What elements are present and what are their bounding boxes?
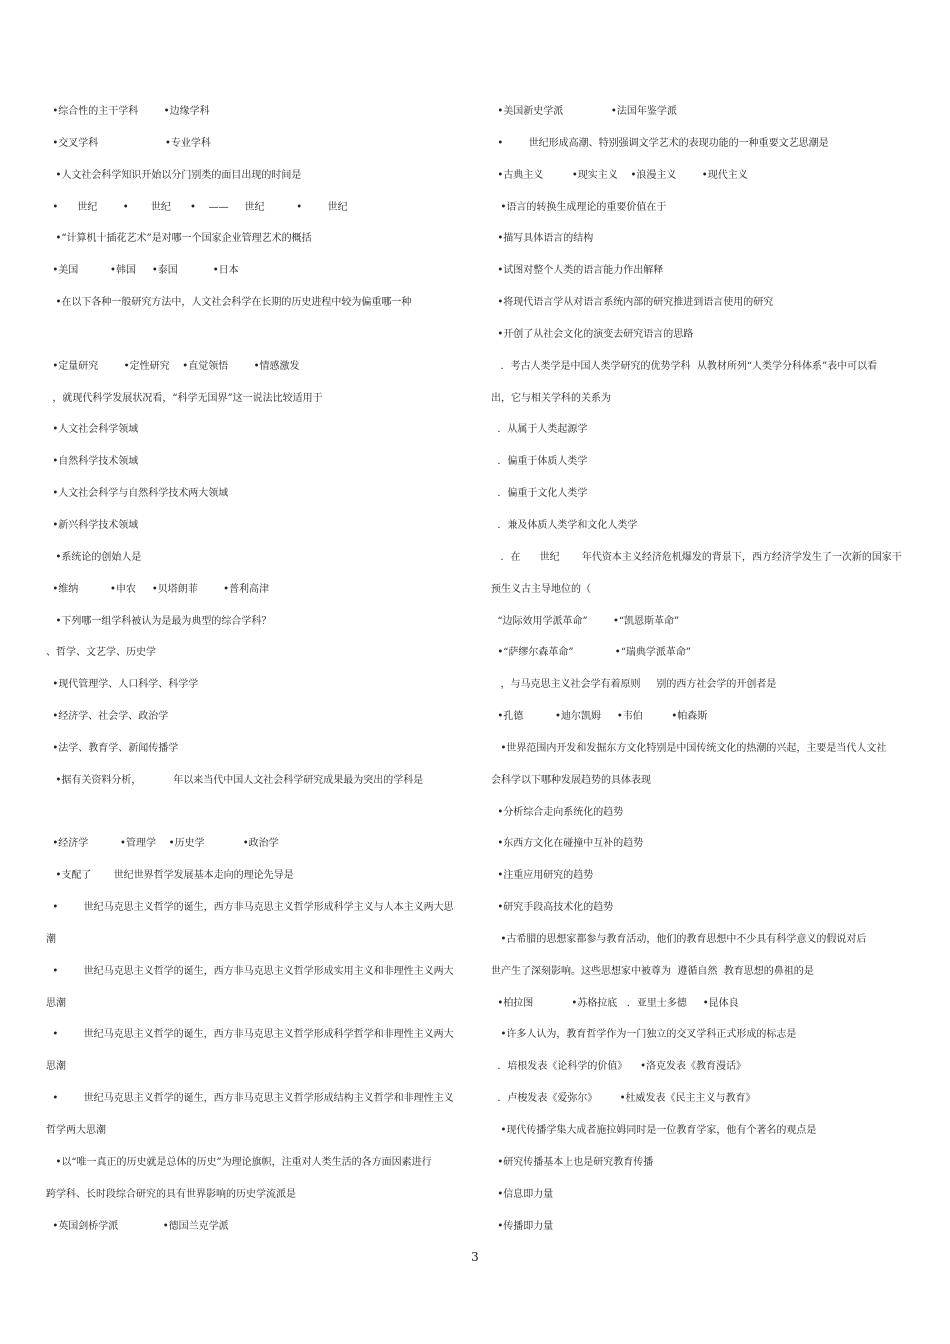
text-line: ．在 世纪 年代资本主义经济危机爆发的背景下，西方经济学发生了一次新的国家干	[491, 551, 902, 563]
text-line: 哲学两大思潮	[46, 1125, 106, 1136]
text-line: ．考古人类学是中国人类学研究的优势学科 从教材所列“人类学分科体系”表中可以看	[491, 360, 878, 372]
text-line: 、哲学、文艺学、历史学	[46, 647, 156, 659]
text-line: •传播即力量	[491, 1220, 554, 1232]
text-line: •美国新史学派 •法国年鉴学派	[491, 106, 677, 117]
text-line: •在以下各种一般研究方法中，人文社会科学在长期的历史进程中较为偏重哪一种	[46, 297, 412, 309]
text-line: • 世纪形成高潮、特别强调文学艺术的表现功能的一种重要文艺思潮是	[491, 137, 829, 149]
text-line: •古典主义 •现实主义 •浪漫主义 •现代主义	[491, 169, 748, 181]
page-number: 3	[471, 1250, 479, 1264]
text-line: •经济学 •管理学 •历史学 •政治学	[46, 838, 279, 850]
text-line: •经济学、社会学、政治学	[46, 711, 169, 723]
text-line: • 世纪马克思主义哲学的诞生，西方非马克思主义哲学形成结构主义哲学和非理性主义	[46, 1093, 454, 1105]
text-line: “边际效用学派革命” •“凯恩斯革命”	[491, 615, 680, 627]
text-line: • 世纪马克思主义哲学的诞生，西方非马克思主义哲学形成科学主义与人本主义两大思	[46, 902, 454, 914]
text-line: •支配了 世纪世界哲学发展基本走向的理论先导是	[46, 870, 294, 882]
text-line: •人文社会科学与自然科学技术两大领域	[46, 488, 229, 500]
text-line: •孔德 •迪尔凯姆 •韦伯 •帕森斯	[491, 711, 708, 723]
text-line: ．偏重于体质人类学	[491, 456, 588, 468]
text-line	[46, 319, 466, 351]
text-line: •人文社会科学领域	[46, 424, 139, 436]
text-line: •维纳 •申农 •贝塔朗菲 •普利高津	[46, 583, 270, 595]
text-line: ，与马克思主义社会学有着原则 别的西方社会学的开创者是	[491, 679, 777, 691]
text-line: •研究手段高技术化的趋势	[491, 902, 614, 914]
text-line: ．卢梭发表《爱弥尔》 •杜威发表《民主主义与教育》	[491, 1093, 756, 1105]
text-line: 会科学以下哪种发展趋势的具体表现	[491, 774, 651, 786]
text-line: • 世纪 • 世纪 • —— 世纪 • 世纪	[46, 201, 348, 213]
left-column	[46, 96, 466, 1242]
text-line: •法学、教育学、新闻传播学	[46, 742, 179, 754]
text-line: •古希腊的思想家都参与教育活动，他们的教育思想中不少具有科学意义的假说对后	[491, 933, 867, 945]
text-line: • 世纪马克思主义哲学的诞生，西方非马克思主义哲学形成科学哲学和非理性主义两大	[46, 1029, 454, 1041]
text-line: ．培根发表《论科学的价值》 •洛克发表《教育漫话》	[491, 1061, 746, 1073]
text-line: •下列哪一组学科被认为是最为典型的综合学科？	[46, 615, 272, 627]
text-line: 预生义古主导地位的（	[491, 583, 591, 595]
text-line: •定量研究 •定性研究 •直觉领悟 •情感激发	[46, 360, 300, 372]
text-line: 潮	[46, 933, 56, 945]
text-line: •人文社会科学知识开始以分门别类的面目出现的时间是	[46, 169, 302, 181]
text-line: •世界范围内开发和发掘东方文化特别是中国传统文化的热潮的兴起，主要是当代人文社	[491, 742, 887, 754]
text-line: ．从属于人类起源学	[491, 424, 588, 436]
text-line: •分析综合走向系统化的趋势	[491, 806, 624, 818]
text-line: •研究传播基本上也是研究教育传播	[491, 1156, 654, 1168]
text-line: •以“唯一真正的历史就是总体的历史”为理论旗帜，注重对人类生活的各方面因素进行	[46, 1156, 432, 1168]
text-line: ，就现代科学发展状况看，“科学无国界”这一说法比较适用于	[46, 392, 323, 404]
text-line: •语言的转换生成理论的重要价值在于	[491, 201, 667, 213]
text-line: •新兴科学技术领域	[46, 519, 139, 531]
text-line: 思潮	[46, 997, 66, 1009]
text-line: •美国 •韩国 •泰国 •日本	[46, 265, 239, 277]
text-line: •交叉学科 •专业学科	[46, 137, 211, 149]
text-line: ．兼及体质人类学和文化人类学	[491, 519, 638, 531]
text-line: •柏拉图 •苏格拉底 ．亚里士多德 •昆体良	[491, 997, 739, 1009]
text-line: •现代管理学、人口科学、科学学	[46, 679, 199, 691]
text-line: 出，它与相关学科的关系为	[491, 392, 611, 404]
text-line: •“计算机十插花艺术”是对哪一个国家企业管理艺术的概括	[46, 233, 312, 245]
text-line: •许多人认为，教育哲学作为一门独立的交叉学科正式形成的标志是	[491, 1029, 797, 1041]
text-line: •开创了从社会文化的演变去研究语言的思路	[491, 328, 694, 340]
text-line: •现代传播学集大成者施拉姆同时是一位教育学家，他有个著名的观点是	[491, 1125, 817, 1136]
text-line: •试图对整个人类的语言能力作出解释	[491, 265, 664, 277]
text-line: •据有关资料分析， 年以来当代中国人文社会科学研究成果最为突出的学科是	[46, 774, 424, 786]
text-line: •综合性的主干学科 •边缘学科	[46, 106, 210, 117]
text-line: 思潮	[46, 1061, 66, 1073]
text-line: • 世纪马克思主义哲学的诞生，西方非马克思主义哲学形成实用主义和非理性主义两大	[46, 965, 454, 977]
text-line: •将现代语言学从对语言系统内部的研究推进到语言使用的研究	[491, 297, 774, 309]
text-line	[46, 797, 466, 829]
text-line: 世产生了深刻影响。这些思想家中被尊为 遵循自然 教育思想的鼻祖的是	[491, 965, 814, 977]
text-line: •系统论的创始人是	[46, 551, 142, 563]
text-line: •注重应用研究的趋势	[491, 870, 594, 882]
text-line: 跨学科、长时段综合研究的具有世界影响的历史学流派是	[46, 1188, 296, 1200]
text-line: •东西方文化在碰撞中互补的趋势	[491, 838, 644, 850]
text-line: •描写具体语言的结构	[491, 233, 594, 245]
text-line: ．偏重于文化人类学	[491, 488, 588, 500]
text-line: •英国剑桥学派 •德国兰克学派	[46, 1220, 229, 1232]
right-column	[491, 96, 916, 1242]
text-line: •信息即力量	[491, 1188, 554, 1200]
text-line: •“萨缪尔森革命” •“瑞典学派革命”	[491, 647, 691, 659]
text-line: •自然科学技术领域	[46, 456, 139, 468]
